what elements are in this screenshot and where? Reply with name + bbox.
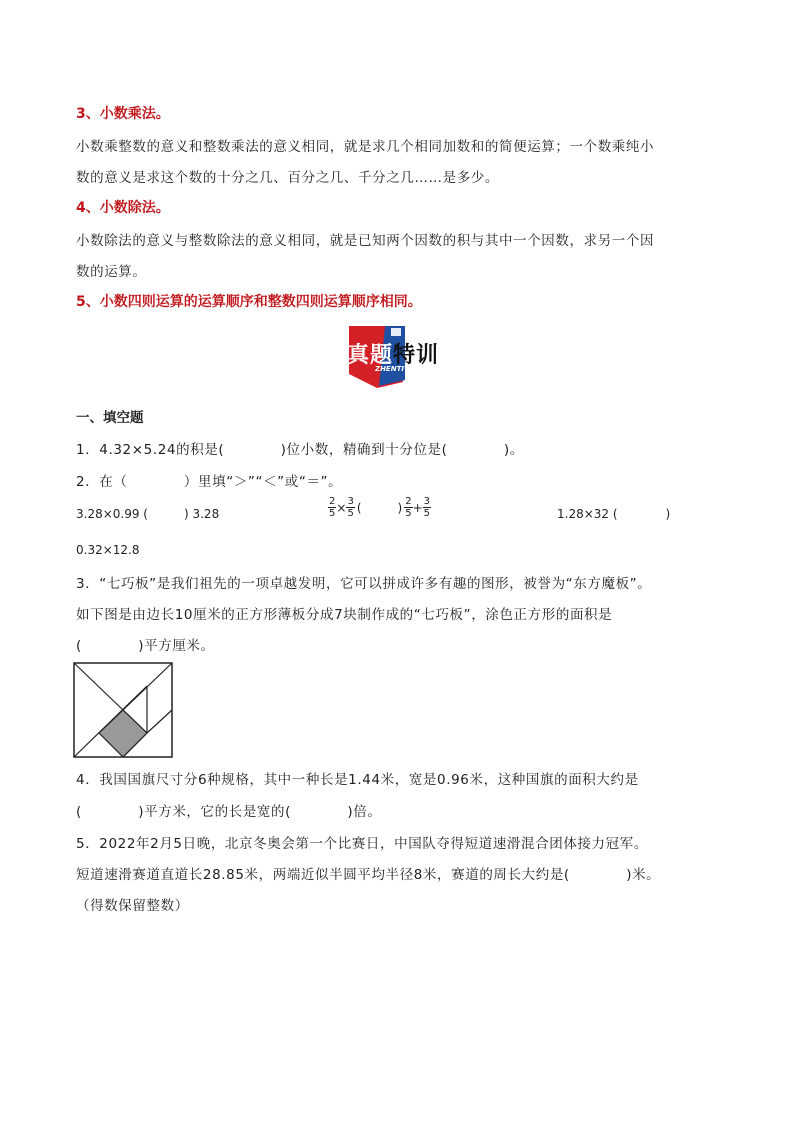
question-4-line-2: ( )平方米，它的长是宽的( )倍。 <box>76 804 382 820</box>
part-title: 一、填空题 <box>76 410 144 426</box>
question-4-line-1: 4．我国国旗尺寸分6种规格，其中一种长是1.44米，宽是0.96米，这种国旗的面积大约是 <box>76 772 639 788</box>
question-5-line-1: 5．2022年2月5日晚，北京冬奥会第一个比赛日，中国队夺得短道速滑混合团体接力冠军。 <box>76 836 648 852</box>
question-3-line-3: ( )平方厘米。 <box>76 638 215 654</box>
section-4-heading: 4、小数除法。 <box>76 200 170 216</box>
question-1: 1．4.32×5.24的积是( )位小数，精确到十分位是( )。 <box>76 442 524 458</box>
question-2-item-b <box>328 496 431 519</box>
question-2-item-d: 0.32×12.8 <box>76 543 140 557</box>
logo-main-text: 真题特训 <box>347 343 440 368</box>
section-4-line-2: 数的运算。 <box>76 264 147 280</box>
fraction: $\frac{3}{5}$ <box>347 496 354 519</box>
fraction: $\frac{2}{5}$ <box>329 496 336 519</box>
zhentitexun-logo <box>345 322 455 388</box>
section-3-heading: 3、小数乘法。 <box>76 106 170 122</box>
question-2: 2．在（ ）里填“＞”“＜”或“＝”。 <box>76 474 343 490</box>
question-2-item-c: 1.28×32 ( ) <box>557 507 671 521</box>
fraction: $\frac{3}{5}$ <box>423 496 430 519</box>
section-5-heading: 5、小数四则运算的运算顺序和整数四则运算顺序相同。 <box>76 294 422 310</box>
question-3-line-1: 3．“七巧板”是我们祖先的一项卓越发明，它可以拼成许多有趣的图形，被誉为“东方魔板”。 <box>76 576 652 592</box>
question-5-line-3: （得数保留整数） <box>76 898 189 914</box>
fraction: $\frac{2}{5}$ <box>405 496 412 519</box>
logo-sub-text: ZHENTITEXUN <box>375 365 431 373</box>
tangram-figure <box>73 662 175 760</box>
section-3-line-1: 小数乘整数的意义和整数乘法的意义相同，就是求几个相同加数和的简便运算；一个数乘纯小 <box>76 139 655 155</box>
section-4-line-1: 小数除法的意义与整数除法的意义相同，就是已知两个因数的积与其中一个因数，求另一个因 <box>76 233 655 249</box>
section-3-line-2: 数的意义是求这个数的十分之几、百分之几、千分之几……是多少。 <box>76 170 499 186</box>
answer-blank: ( ) <box>356 501 403 515</box>
question-2-item-a: 3.28×0.99 ( ) 3.28 <box>76 507 220 521</box>
shaded-square <box>99 710 147 757</box>
times-sign: × <box>336 500 347 515</box>
question-3-line-2: 如下图是由边长10厘米的正方形薄板分成7块制作成的“七巧板”，涂色正方形的面积是 <box>76 607 613 623</box>
question-5-line-2: 短道速滑赛道直道长28.85米，两端近似半圆平均半径8米，赛道的周长大约是( )米。 <box>76 867 661 883</box>
plus-sign: + <box>412 500 423 515</box>
